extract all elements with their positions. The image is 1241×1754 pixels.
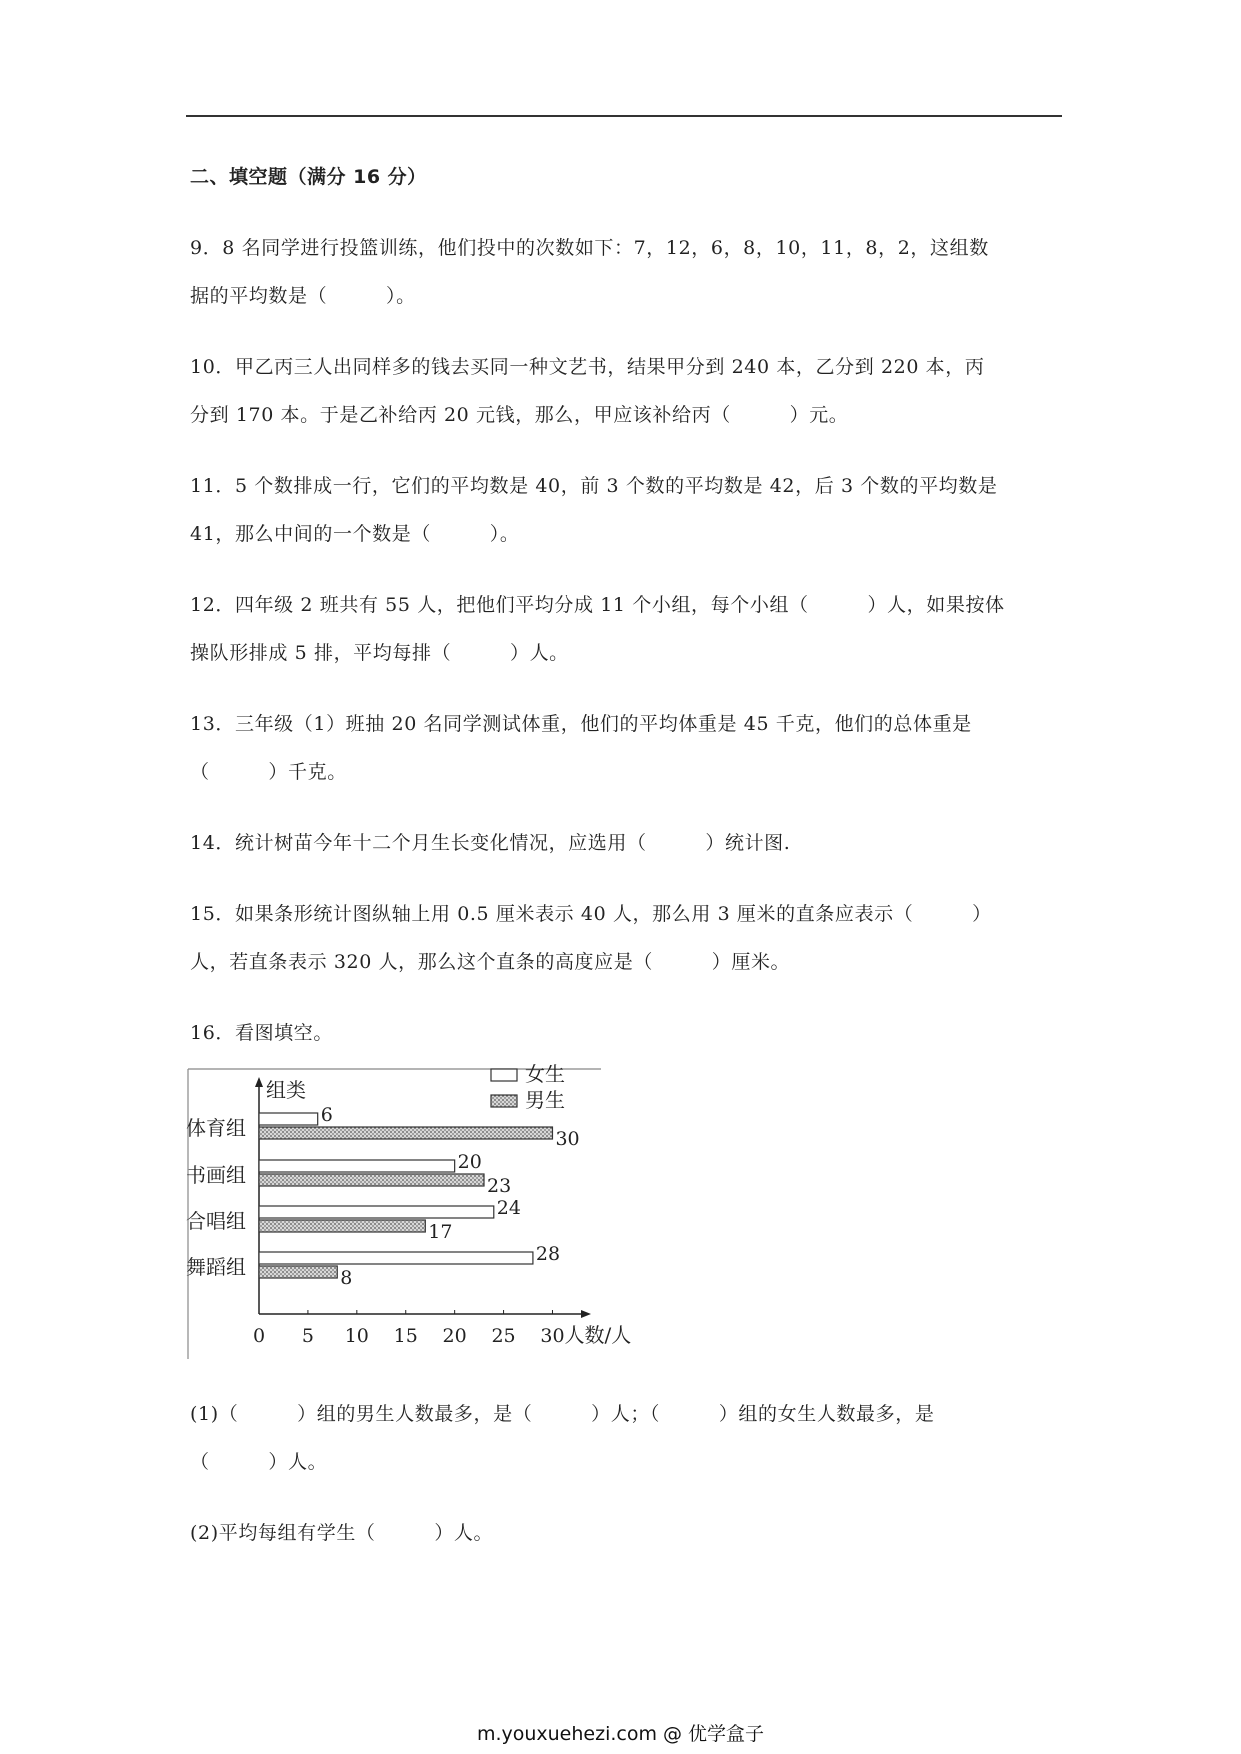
q11-line2: 41，那么中间的一个数是（ ）。 <box>190 523 520 545</box>
bar-value-label: 6 <box>320 1104 333 1126</box>
x-tick-label: 15 <box>393 1325 418 1347</box>
x-axis-label: 人数/人 <box>564 1323 632 1347</box>
top-rule <box>186 115 1062 117</box>
x-tick-label: 30 <box>540 1325 565 1347</box>
bar-value-label: 30 <box>555 1128 580 1150</box>
bar-girls <box>259 1113 318 1125</box>
q12-line2: 操队形排成 5 排，平均每排（ ）人。 <box>190 642 569 664</box>
bar-value-label: 20 <box>457 1151 482 1173</box>
bar-value-label: 24 <box>496 1197 521 1219</box>
category-label: 合唱组 <box>186 1209 246 1233</box>
q11-line1: 11．5 个数排成一行，它们的平均数是 40，前 3 个数的平均数是 42，后 3 个数的平均数是 <box>190 475 998 497</box>
bar-boys <box>259 1266 337 1278</box>
q15-line1: 15．如果条形统计图纵轴上用 0.5 厘米表示 40 人，那么用 3 厘米的直条应表示（ ） <box>190 903 992 925</box>
footer-watermark: m.youxuehezi.com @ 优学盒子 <box>476 1723 765 1745</box>
q15-line2: 人，若直条表示 320 人，那么这个直条的高度应是（ ）厘米。 <box>190 951 791 973</box>
q9-line1: 9．8 名同学进行投篮训练，他们投中的次数如下：7，12，6，8，10，11，8，2，这组数 <box>190 237 989 259</box>
q10-line1: 10．甲乙丙三人出同样多的钱去买同一种文艺书，结果甲分到 240 本，乙分到 220 本，丙 <box>190 356 985 378</box>
x-tick-label: 20 <box>442 1325 467 1347</box>
legend-swatch-girls <box>491 1069 517 1081</box>
q16-sub2: (2)平均每组有学生（ ）人。 <box>190 1522 494 1544</box>
bar-value-label: 23 <box>487 1175 512 1197</box>
bar-girls <box>259 1206 494 1218</box>
bar-boys <box>259 1127 552 1139</box>
y-axis-label: 组类 <box>266 1078 306 1102</box>
category-label: 体育组 <box>186 1116 246 1140</box>
q16-sub1-line2: （ ）人。 <box>190 1451 328 1473</box>
category-label: 书画组 <box>186 1163 246 1187</box>
q9-line2: 据的平均数是（ ）。 <box>190 285 416 307</box>
q16-title: 16．看图填空。 <box>190 1022 333 1044</box>
legend-label: 男生 <box>525 1088 565 1112</box>
q13-line1: 13．三年级（1）班抽 20 名同学测试体重，他们的平均体重是 45 千克，他们的总体重是 <box>190 713 972 735</box>
x-tick-label: 0 <box>252 1325 266 1347</box>
y-axis-arrow <box>255 1077 263 1087</box>
legend-label: 女生 <box>525 1062 565 1086</box>
bar-girls <box>259 1160 455 1172</box>
x-tick-label: 10 <box>344 1325 369 1347</box>
q12-line1: 12．四年级 2 班共有 55 人，把他们平均分成 11 个小组，每个小组（ ）人，如果按体 <box>190 594 1005 616</box>
q14-line1: 14．统计树苗今年十二个月生长变化情况，应选用（ ）统计图. <box>190 832 791 854</box>
section-title: 二、填空题（满分 16 分） <box>190 166 427 188</box>
bar-girls <box>259 1252 533 1264</box>
bar-boys <box>259 1174 484 1186</box>
q16-sub1-line1: (1)（ ）组的男生人数最多，是（ ）人；（ ）组的女生人数最多，是 <box>190 1403 935 1425</box>
x-tick-label: 25 <box>491 1325 516 1347</box>
q13-line2: （ ）千克。 <box>190 761 347 783</box>
category-label: 舞蹈组 <box>186 1255 246 1279</box>
bar-value-label: 28 <box>535 1243 561 1265</box>
group-bar-chart <box>186 1062 632 1359</box>
legend-swatch-boys <box>491 1095 517 1107</box>
x-axis-arrow <box>581 1310 591 1318</box>
bar-value-label: 8 <box>340 1267 353 1289</box>
bar-value-label: 17 <box>428 1221 453 1243</box>
q10-line2: 分到 170 本。于是乙补给丙 20 元钱，那么，甲应该补给丙（ ）元。 <box>190 404 849 426</box>
x-tick-label: 5 <box>301 1325 314 1347</box>
bar-boys <box>259 1220 425 1232</box>
